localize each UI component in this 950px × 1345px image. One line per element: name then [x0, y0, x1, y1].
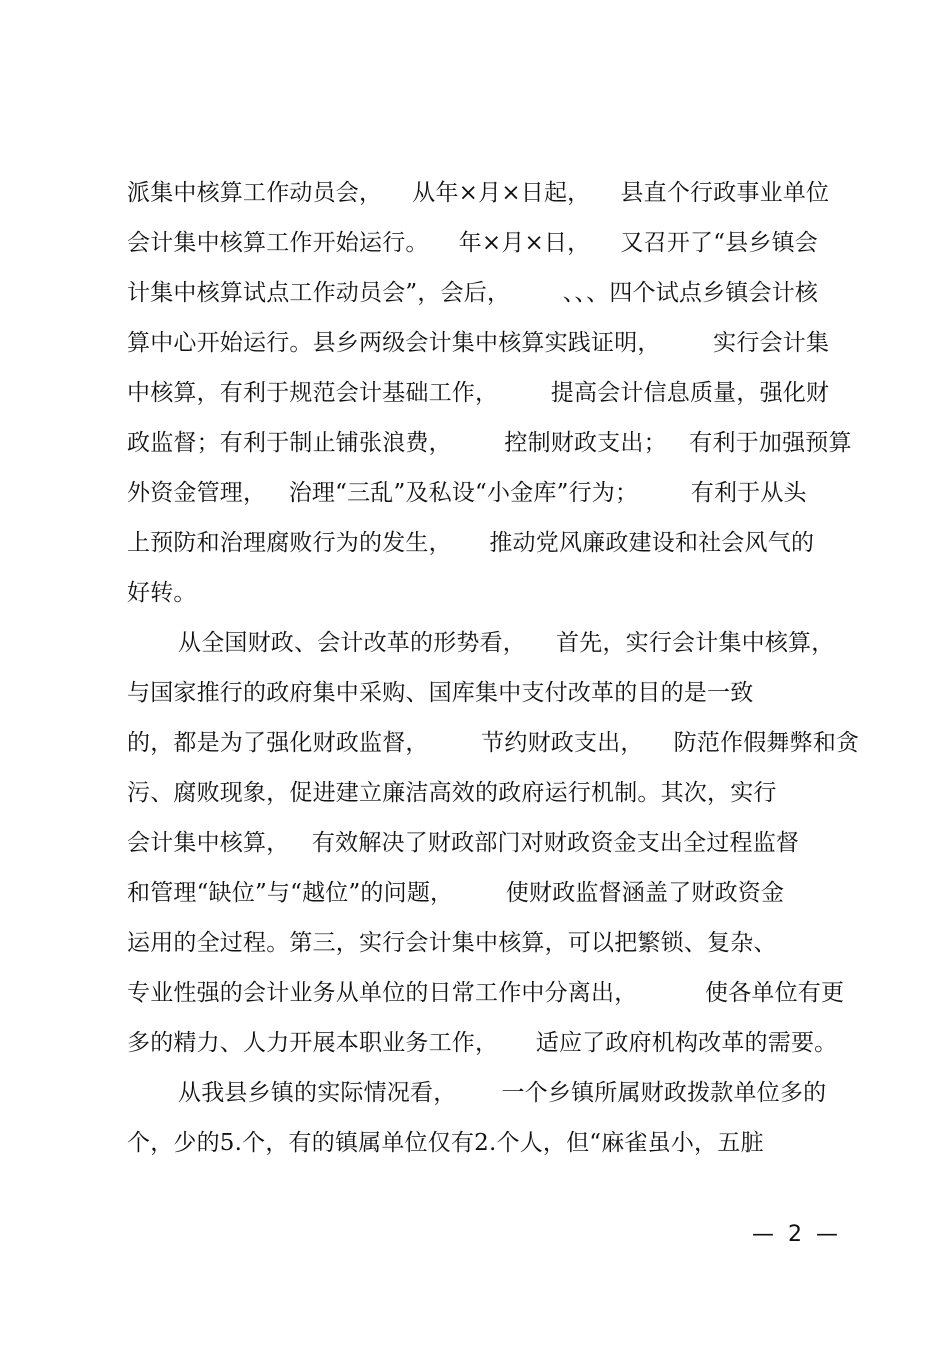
text-line-12: 的，都是为了强化财政监督， 节约财政支出， 防范作假舞弊和贪 — [127, 730, 860, 756]
paragraph-3-start: 从我县乡镇的实际情况看， 一个乡镇所属财政拨款单位多的 — [178, 1080, 827, 1106]
page-number: — 2 — — [752, 1222, 838, 1247]
text-line-9: 好转。 — [127, 580, 197, 606]
text-line-15: 和管理“缺位”与“越位”的问题， 使财政监督涵盖了财政资金 — [127, 880, 785, 906]
text-line-18: 多的精力、人力开展本职业务工作， 适应了政府机构改革的需要。 — [127, 1030, 838, 1056]
text-line-3: 计集中核算试点工作动员会”，会后， 、、、四个试点乡镇会计核 — [127, 280, 819, 306]
text-line-7: 外资金管理， 治理“三乱”及私设“小金库”行为； 有利于从头 — [127, 480, 807, 506]
text-line-5: 中核算，有利于规范会计基础工作， 提高会计信息质量，强化财 — [127, 380, 830, 406]
text-line-20: 个，少的5.个，有的镇属单位仅有2.个人，但“麻雀虽小，五脏 — [127, 1130, 764, 1156]
text-line-1: 派集中核算工作动员会， 从年×月×日起， 县直个行政事业单位 — [127, 180, 830, 206]
text-line-4: 算中心开始运行。县乡两级会计集中核算实践证明， 实行会计集 — [127, 330, 830, 356]
text-line-2: 会计集中核算工作开始运行。 年×月×日， 又召开了“县乡镇会 — [127, 230, 818, 256]
paragraph-2-start: 从全国财政、会计改革的形势看， 首先，实行会计集中核算， — [178, 630, 835, 656]
text-line-11: 与国家推行的政府集中采购、国库集中支付改革的目的是一致 — [127, 680, 754, 706]
text-line-16: 运用的全过程。第三，实行会计集中核算，可以把繁锁、复杂、 — [127, 930, 777, 956]
text-line-13: 污、腐败现象，促进建立廉洁高效的政府运行机制。其次，实行 — [127, 780, 777, 806]
text-line-14: 会计集中核算， 有效解决了财政部门对财政资金支出全过程监督 — [127, 830, 800, 856]
text-line-8: 上预防和治理腐败行为的发生， 推动党风廉政建设和社会风气的 — [127, 530, 815, 556]
text-line-17: 专业性强的会计业务从单位的日常工作中分离出， 使各单位有更 — [127, 980, 845, 1006]
text-line-6: 政监督；有利于制止铺张浪费， 控制财政支出； 有利于加强预算 — [127, 430, 852, 456]
